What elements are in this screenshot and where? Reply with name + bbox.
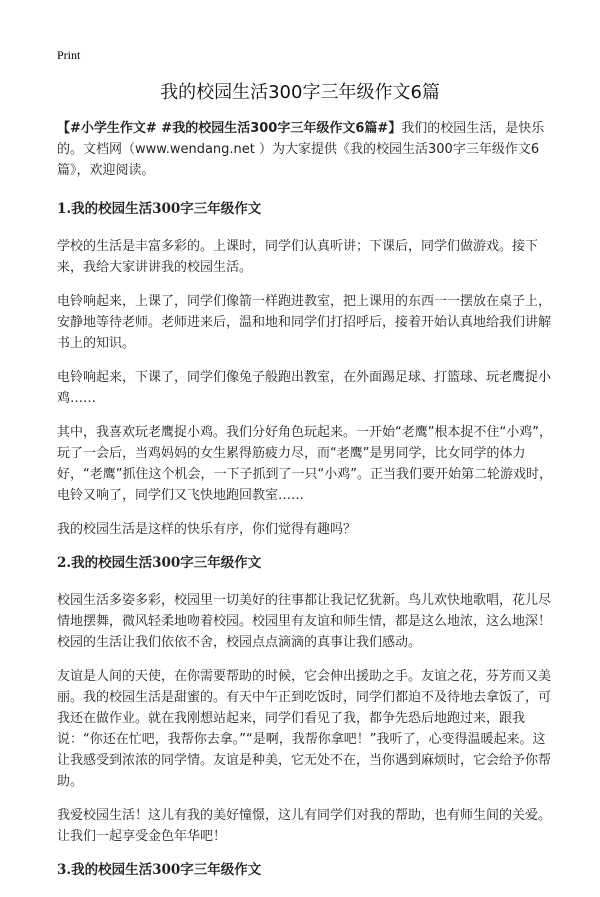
paragraph: 我的校园生活是这样的快乐有序，你们觉得有趣吗？: [57, 522, 357, 537]
section-heading-2: 2.我的校园生活300字三年级作文: [57, 555, 262, 571]
paragraph: 友谊是人间的天使，在你需要帮助的时候，它会伸出援助之手。友谊之花，芬芳而又美丽。我的校园生活是甜蜜的。有天中午正到吃饭时，同学们都迫不及待地去拿饭了，可我还在做作业。就在我刚想站起来，同学们看见了我，都争先恐后地跑过来，跟我说：“你还在忙吧，我帮你去拿。”“是啊，我帮你拿吧！”我听了，心变得温暖起来。这让我感受到浓浓的同学情。友谊是种美，它无处不在，当你遇到麻烦时，它会给予你帮助。: [57, 669, 552, 789]
section-heading-3: 3.我的校园生活300字三年级作文: [57, 862, 262, 878]
section-heading-1: 1.我的校园生活300字三年级作文: [57, 201, 262, 217]
paragraph: 电铃响起来，上课了，同学们像箭一样跑进教室，把上课用的东西一一摆放在桌子上，安静地等待老师。老师进来后，温和地和同学们打招呼后，接着开始认真地给我们讲解书上的知识。: [57, 294, 552, 351]
paragraph: 我爱校园生活！这儿有我的美好憧憬，这儿有同学们对我的帮助，也有师生间的关爱。让我们一起享受金色年华吧！: [57, 808, 552, 844]
intro-tags: 【#小学生作文# #我的校园生活300字三年级作文6篇#】: [57, 121, 402, 136]
document-body: [57, 118, 557, 897]
intro-paragraph: [57, 118, 557, 181]
paragraph: 校园生活多姿多彩，校园里一切美好的往事都让我记忆犹新。鸟儿欢快地歌唱，花儿尽情地摆舞，微风轻柔地吻着校园。校园里有友谊和师生情，都是这么地浓，这么地深！校园的生活让我们依依不舍，校园点点滴滴的真事让我们感动。: [57, 593, 552, 650]
print-link[interactable]: Print: [57, 48, 81, 62]
paragraph: 学校的生活是丰富多彩的。上课时，同学们认真听讲；下课后，同学们做游戏。接下来，我给大家讲讲我的校园生活。: [57, 239, 539, 275]
paragraph: 其中，我喜欢玩老鹰捉小鸡。我们分好角色玩起来。一开始“老鹰”根本捉不住“小鸡”，玩了一会后，当鸡妈妈的女生累得筋疲力尽，而“老鹰”是男同学，比女同学的体力好，“老鹰”抓住这个机会，一下子抓到了一只“小鸡”。正当我们要开始第二轮游戏时，电铃又响了，同学们又飞快地跑回教室……: [57, 425, 552, 503]
intro-text: 我们的校园生活，是快乐的。文档网（www.wendang.net ）为大家提供《我的校园生活300字三年级作文6篇》，欢迎阅读。: [57, 121, 545, 178]
paragraph: 电铃响起来，下课了，同学们像兔子般跑出教室，在外面踢足球、打篮球、玩老鹰捉小鸡……: [57, 370, 552, 406]
document-title: 我的校园生活300字三年级作文6篇: [160, 82, 440, 103]
